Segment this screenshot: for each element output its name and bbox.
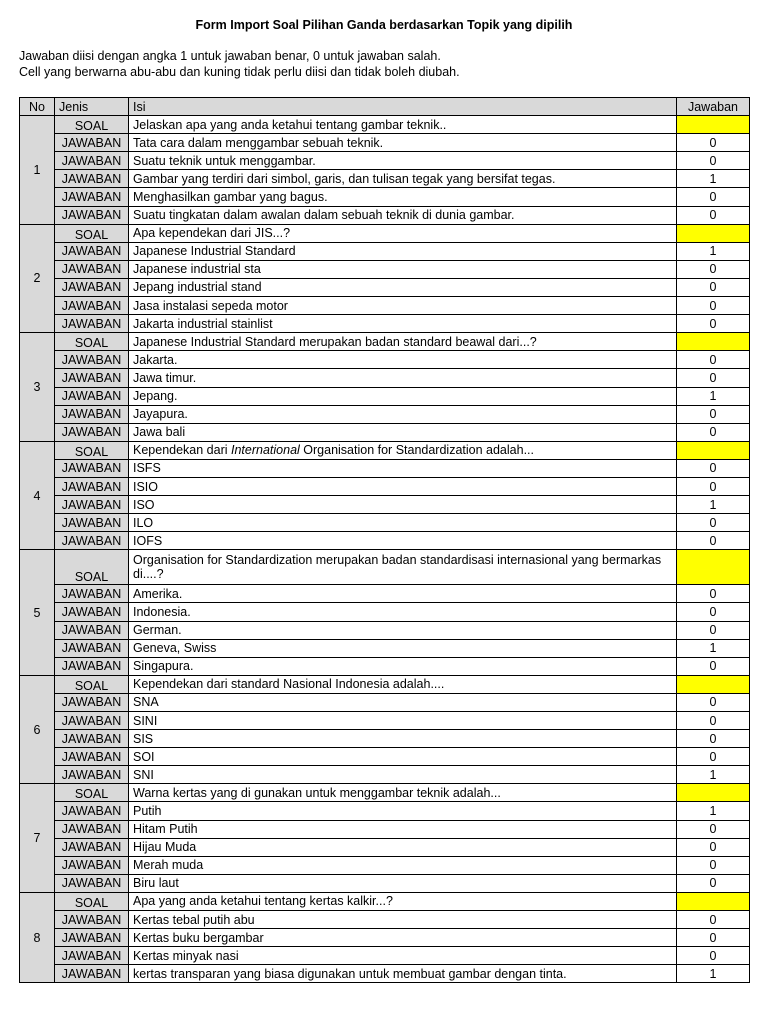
answer-text[interactable]: Kertas minyak nasi [129,947,677,965]
answer-value[interactable]: 0 [677,278,750,296]
answer-text[interactable]: Merah muda [129,856,677,874]
answer-row [20,496,750,514]
answer-row [20,387,750,405]
jenis-soal: SOAL [55,550,129,585]
header-no: No [20,98,55,116]
question-row [20,116,750,134]
answer-text[interactable]: ILO [129,514,677,532]
answer-value[interactable]: 0 [677,423,750,441]
jenis-soal: SOAL [55,675,129,693]
jenis-jawaban: JAWABAN [55,477,129,495]
answer-text[interactable]: Kertas buku bergambar [129,929,677,947]
answer-value[interactable]: 0 [677,369,750,387]
header-jenis: Jenis [55,98,129,116]
answer-value[interactable]: 0 [677,712,750,730]
answer-text[interactable]: Putih [129,802,677,820]
jenis-jawaban: JAWABAN [55,766,129,784]
question-row [20,224,750,242]
jenis-soal: SOAL [55,333,129,351]
answer-row [20,693,750,711]
header-jawaban: Jawaban [677,98,750,116]
answer-row [20,297,750,315]
jenis-jawaban: JAWABAN [55,585,129,603]
answer-row [20,242,750,260]
answer-text[interactable]: ISIO [129,477,677,495]
question-number: 5 [20,550,55,675]
jenis-jawaban: JAWABAN [55,532,129,550]
header-isi: Isi [129,98,677,116]
instructions [19,48,460,80]
jenis-jawaban: JAWABAN [55,387,129,405]
answer-row [20,929,750,947]
answer-locked-cell [677,441,750,459]
answer-row [20,748,750,766]
header-row [20,98,750,116]
answer-row [20,351,750,369]
answer-text[interactable]: Jawa bali [129,423,677,441]
jenis-jawaban: JAWABAN [55,621,129,639]
answer-text[interactable]: Amerika. [129,585,677,603]
answer-value[interactable]: 0 [677,730,750,748]
answer-row [20,639,750,657]
jenis-jawaban: JAWABAN [55,657,129,675]
answer-value[interactable]: 0 [677,947,750,965]
jenis-jawaban: JAWABAN [55,459,129,477]
answer-text[interactable]: Menghasilkan gambar yang bagus. [129,188,677,206]
answer-locked-cell [677,892,750,910]
answer-value[interactable]: 1 [677,639,750,657]
jenis-jawaban: JAWABAN [55,947,129,965]
answer-row [20,206,750,224]
question-number: 1 [20,116,55,225]
question-text-part: Organisation for Standardization adalah... [299,443,534,458]
answer-value[interactable]: 0 [677,603,750,621]
answer-row [20,838,750,856]
jenis-jawaban: JAWABAN [55,496,129,514]
answer-row [20,874,750,892]
jenis-jawaban: JAWABAN [55,639,129,657]
answer-row [20,802,750,820]
answer-value[interactable]: 0 [677,152,750,170]
jenis-jawaban: JAWABAN [55,820,129,838]
question-rows [20,116,750,983]
answer-text[interactable]: Jayapura. [129,405,677,423]
jenis-jawaban: JAWABAN [55,712,129,730]
jenis-jawaban: JAWABAN [55,170,129,188]
answer-row [20,730,750,748]
jenis-jawaban: JAWABAN [55,874,129,892]
question-text-part: International [231,443,300,458]
jenis-jawaban: JAWABAN [55,603,129,621]
jenis-soal: SOAL [55,224,129,242]
jenis-jawaban: JAWABAN [55,405,129,423]
answer-row [20,712,750,730]
answer-value[interactable]: 0 [677,477,750,495]
answer-row [20,766,750,784]
answer-row [20,278,750,296]
answer-text[interactable]: kertas transparan yang biasa digunakan untuk membuat gambar dengan tinta. [129,965,677,983]
answer-row [20,856,750,874]
answer-value[interactable]: 0 [677,820,750,838]
question-text[interactable]: Japanese Industrial Standard merupakan badan standard beawal dari...? [129,333,677,351]
answer-row [20,170,750,188]
answer-value[interactable]: 0 [677,514,750,532]
answer-text[interactable]: SINI [129,712,677,730]
jenis-jawaban: JAWABAN [55,152,129,170]
answer-text[interactable]: Jawa timur. [129,369,677,387]
answer-text[interactable]: IOFS [129,532,677,550]
answer-value[interactable]: 0 [677,585,750,603]
answer-row [20,459,750,477]
answer-text[interactable]: Japanese Industrial Standard [129,242,677,260]
answer-row [20,423,750,441]
question-number: 4 [20,441,55,550]
question-text[interactable]: Organisation for Standardization merupakan badan standardisasi internasional yang bermarkas di....? [129,550,677,585]
jenis-jawaban: JAWABAN [55,260,129,278]
answer-value[interactable]: 1 [677,965,750,983]
answer-text[interactable]: Gambar yang terdiri dari simbol, garis, dan tulisan tegak yang bersifat tegas. [129,170,677,188]
answer-locked-cell [677,550,750,585]
question-row [20,892,750,910]
answer-row [20,820,750,838]
jenis-jawaban: JAWABAN [55,929,129,947]
answer-value[interactable]: 0 [677,260,750,278]
answer-row [20,152,750,170]
answer-locked-cell [677,224,750,242]
answer-row [20,134,750,152]
answer-row [20,514,750,532]
answer-text[interactable]: ISO [129,496,677,514]
jenis-jawaban: JAWABAN [55,730,129,748]
question-row [20,675,750,693]
answer-value[interactable]: 0 [677,405,750,423]
answer-value[interactable]: 0 [677,929,750,947]
answer-value[interactable]: 1 [677,242,750,260]
answer-value[interactable]: 0 [677,838,750,856]
jenis-jawaban: JAWABAN [55,206,129,224]
question-text[interactable]: Kependekan dari standard Nasional Indonesia adalah.... [129,675,677,693]
answer-value[interactable]: 0 [677,856,750,874]
answer-locked-cell [677,116,750,134]
question-text[interactable]: Warna kertas yang di gunakan untuk menggambar teknik adalah... [129,784,677,802]
answer-text[interactable]: Geneva, Swiss [129,639,677,657]
jenis-jawaban: JAWABAN [55,911,129,929]
question-text[interactable]: Apa yang anda ketahui tentang kertas kalkir...? [129,892,677,910]
question-row [20,441,750,459]
question-table [19,97,750,983]
question-row [20,550,750,585]
question-text[interactable]: Apa kependekan dari JIS...? [129,224,677,242]
answer-text[interactable]: Jasa instalasi sepeda motor [129,297,677,315]
jenis-jawaban: JAWABAN [55,188,129,206]
jenis-jawaban: JAWABAN [55,369,129,387]
jenis-jawaban: JAWABAN [55,242,129,260]
answer-row [20,585,750,603]
jenis-jawaban: JAWABAN [55,802,129,820]
question-number: 7 [20,784,55,893]
answer-text[interactable]: Jepang. [129,387,677,405]
answer-row [20,532,750,550]
jenis-jawaban: JAWABAN [55,838,129,856]
answer-locked-cell [677,784,750,802]
answer-text[interactable]: Indonesia. [129,603,677,621]
answer-row [20,603,750,621]
answer-value[interactable]: 0 [677,459,750,477]
question-text[interactable] [129,441,677,459]
answer-text[interactable]: Hijau Muda [129,838,677,856]
answer-row [20,621,750,639]
answer-text[interactable]: Singapura. [129,657,677,675]
answer-text[interactable]: Hitam Putih [129,820,677,838]
answer-text[interactable]: Kertas tebal putih abu [129,911,677,929]
answer-value[interactable]: 1 [677,387,750,405]
answer-value[interactable]: 0 [677,315,750,333]
answer-value[interactable]: 0 [677,532,750,550]
page-title: Form Import Soal Pilihan Ganda berdasarkan Topik yang dipilih [195,18,573,32]
answer-text[interactable]: SOI [129,748,677,766]
answer-text[interactable]: Suatu teknik untuk menggambar. [129,152,677,170]
answer-value[interactable]: 0 [677,188,750,206]
answer-value[interactable]: 0 [677,693,750,711]
answer-text[interactable]: Jakarta. [129,351,677,369]
answer-value[interactable]: 0 [677,206,750,224]
answer-row [20,911,750,929]
jenis-jawaban: JAWABAN [55,965,129,983]
answer-text[interactable]: SNA [129,693,677,711]
jenis-soal: SOAL [55,116,129,134]
answer-text[interactable]: Biru laut [129,874,677,892]
answer-value[interactable]: 1 [677,802,750,820]
question-row [20,784,750,802]
answer-row [20,260,750,278]
answer-value[interactable]: 1 [677,496,750,514]
answer-value[interactable]: 1 [677,170,750,188]
question-number: 3 [20,333,55,442]
answer-text[interactable]: SNI [129,766,677,784]
answer-row [20,369,750,387]
answer-row [20,477,750,495]
jenis-jawaban: JAWABAN [55,514,129,532]
answer-value[interactable]: 0 [677,874,750,892]
question-row [20,333,750,351]
jenis-jawaban: JAWABAN [55,748,129,766]
jenis-jawaban: JAWABAN [55,297,129,315]
jenis-jawaban: JAWABAN [55,134,129,152]
jenis-jawaban: JAWABAN [55,693,129,711]
answer-text[interactable]: Japanese industrial sta [129,260,677,278]
answer-text[interactable]: Suatu tingkatan dalam awalan dalam sebuah teknik di dunia gambar. [129,206,677,224]
answer-value[interactable]: 0 [677,748,750,766]
question-number: 8 [20,892,55,982]
jenis-soal: SOAL [55,441,129,459]
jenis-jawaban: JAWABAN [55,856,129,874]
answer-text[interactable]: German. [129,621,677,639]
answer-row [20,315,750,333]
answer-value[interactable]: 0 [677,621,750,639]
answer-value[interactable]: 0 [677,134,750,152]
answer-row [20,965,750,983]
answer-row [20,188,750,206]
answer-text[interactable]: Jakarta industrial stainlist [129,315,677,333]
answer-value[interactable]: 0 [677,657,750,675]
question-text-part: Kependekan dari [133,443,231,458]
answer-text[interactable]: Tata cara dalam menggambar sebuah teknik. [129,134,677,152]
question-number: 2 [20,224,55,333]
answer-text[interactable]: SIS [129,730,677,748]
answer-row [20,947,750,965]
question-number: 6 [20,675,55,784]
answer-value[interactable]: 0 [677,351,750,369]
jenis-jawaban: JAWABAN [55,423,129,441]
instruction-line: Cell yang berwarna abu-abu dan kuning tidak perlu diisi dan tidak boleh diubah. [19,65,460,79]
answer-row [20,657,750,675]
answer-value[interactable]: 1 [677,766,750,784]
answer-locked-cell [677,333,750,351]
jenis-jawaban: JAWABAN [55,278,129,296]
answer-value[interactable]: 0 [677,911,750,929]
instruction-line: Jawaban diisi dengan angka 1 untuk jawaban benar, 0 untuk jawaban salah. [19,49,441,63]
jenis-soal: SOAL [55,784,129,802]
answer-text[interactable]: Jepang industrial stand [129,278,677,296]
jenis-soal: SOAL [55,892,129,910]
answer-row [20,405,750,423]
jenis-jawaban: JAWABAN [55,315,129,333]
question-text[interactable]: Jelaskan apa yang anda ketahui tentang gambar teknik.. [129,116,677,134]
jenis-jawaban: JAWABAN [55,351,129,369]
answer-value[interactable]: 0 [677,297,750,315]
answer-text[interactable]: ISFS [129,459,677,477]
answer-locked-cell [677,675,750,693]
